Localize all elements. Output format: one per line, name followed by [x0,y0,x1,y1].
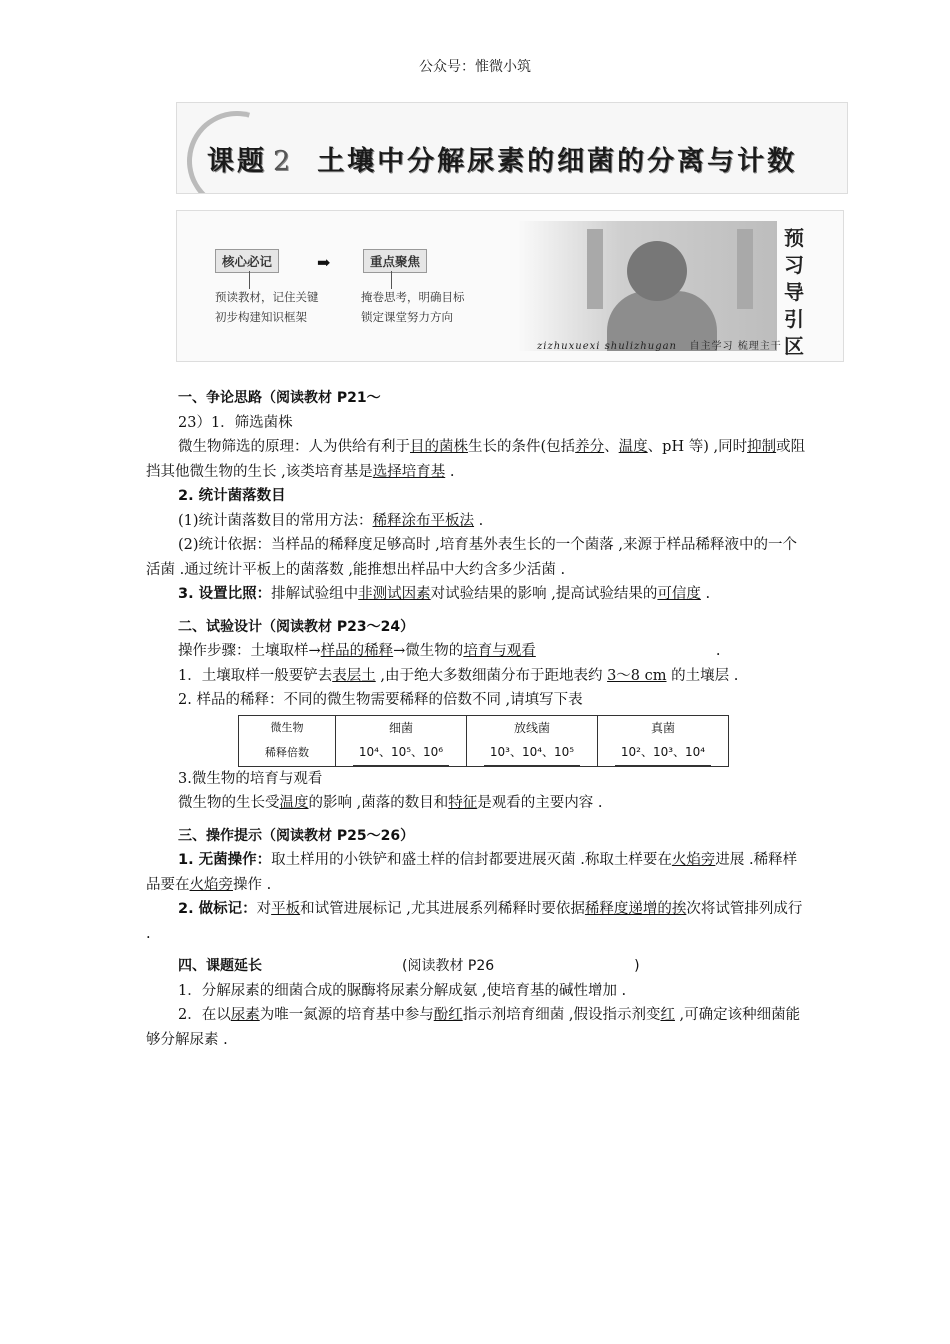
focus-line1: 掩卷思考，明确目标 [361,290,465,304]
section-3-heading: 三、操作提示（阅读教材 P25～26） [178,827,415,844]
paragraph: 微生物的生长受温度的影响 ,菌落的数目和特征是观看的主要内容 . [178,795,603,811]
title-prefix: 课题 [207,146,267,177]
paragraph: 2．在以尿素为唯一氮源的培育基中参与酚红指示剂培育细菌 ,假设指示剂变红 ,可确定该种细菌能够分解尿素 . [146,1007,801,1048]
table-cell: 放线菌 10³、10⁴、10⁵ [467,715,598,766]
paragraph: 2. 样品的稀释：不同的微生物需要稀释的倍数不同 ,请填写下表 [178,692,583,708]
arrow-right-icon: ➡ [317,253,331,272]
subheading: 2. 统计菌落数目 [178,488,286,504]
table-row [239,715,729,766]
section-1-sub: 23）1．筛选菌株 [178,414,293,431]
shelf-shape [587,229,603,309]
section-2-heading: 二、试验设计（阅读教材 P23～24） [178,618,415,635]
section-1-heading: 一、争论思路（阅读教材 P21～ [178,390,381,406]
focus-line2: 锁定课堂努力方向 [361,310,453,324]
paragraph: 3.微生物的培育与观看 [178,770,323,787]
core-notes-line2: 初步构建知识框架 [215,310,307,324]
paragraph: 2. 做标记：对平板和试管进展标记 ,尤其进展系列稀释时要依据稀释度递增的挨次将试管排列成行 . [146,901,803,942]
title-number: 2 [273,146,294,177]
paragraph: 1．土壤取样一般要铲去表层土 ,由于绝大多数细菌分布于距地表约 3～8 cm 的土壤层 . [178,667,739,684]
table-cell: 微生物 稀释倍数 [239,715,336,766]
pinyin-caption: zizhuxuexi shulizhugan 自主学习 梳理主干 [537,341,782,352]
dilution-table [238,715,729,767]
paragraph: 1．分解尿素的细菌合成的脲酶将尿素分解成氨 ,使培育基的碱性增加 . [178,982,627,999]
section-4-heading: 四、课题延长 (阅读教材 P26 ) [178,958,640,974]
reader-head [627,241,687,301]
paragraph: 1. 无菌操作：取土样用的小铁铲和盛土样的信封都要进展灭菌 .称取土样要在火焰旁进展 .稀释样品要在火焰旁操作 . [146,852,798,893]
paragraph: 3. 设置比照：排解试验组中非测试因素对试验结果的影响 ,提高试验结果的可信度 . [178,586,711,602]
side-label: 预 习 导 引 区 [784,226,804,358]
page-header: 公众号：惟微小筑 [419,59,531,75]
paragraph: (1)统计菌落数目的常用方法：稀释涂布平板法 . [178,512,484,529]
title-text: 土壤中分解尿素的细菌的分离与计数 [317,146,798,177]
shelf-shape [737,229,753,309]
focus-box: 重点聚焦 [363,249,427,273]
preview-guide-banner [176,210,844,362]
table-cell: 细菌 10⁴、10⁵、10⁶ [336,715,467,766]
content-body [146,386,810,1052]
title-banner [176,102,848,194]
paragraph: 操作步骤：土壤取样→样品的稀释→微生物的培育与观看 . [178,643,721,659]
paragraph: 微生物筛选的原理：人为供给有利于目的菌株生长的条件(包括养分、温度、pH 等) ,同时抑制或阻挡其他微生物的生长 ,该类培育基是选择培育基 . [146,439,806,480]
core-notes-box: 核心必记 [215,249,279,273]
core-notes-line1: 预读教材，记住关键 [215,290,319,304]
paragraph: (2)统计依据：当样品的稀释度足够高时 ,培育基外表生长的一个菌落 ,来源于样品稀释液中的一个活菌 .通过统计平板上的菌落数 ,能推想出样品中大约含多少活菌 . [146,537,797,578]
lesson-title [207,139,797,178]
table-cell: 真菌 10²、10³、10⁴ [598,715,729,766]
